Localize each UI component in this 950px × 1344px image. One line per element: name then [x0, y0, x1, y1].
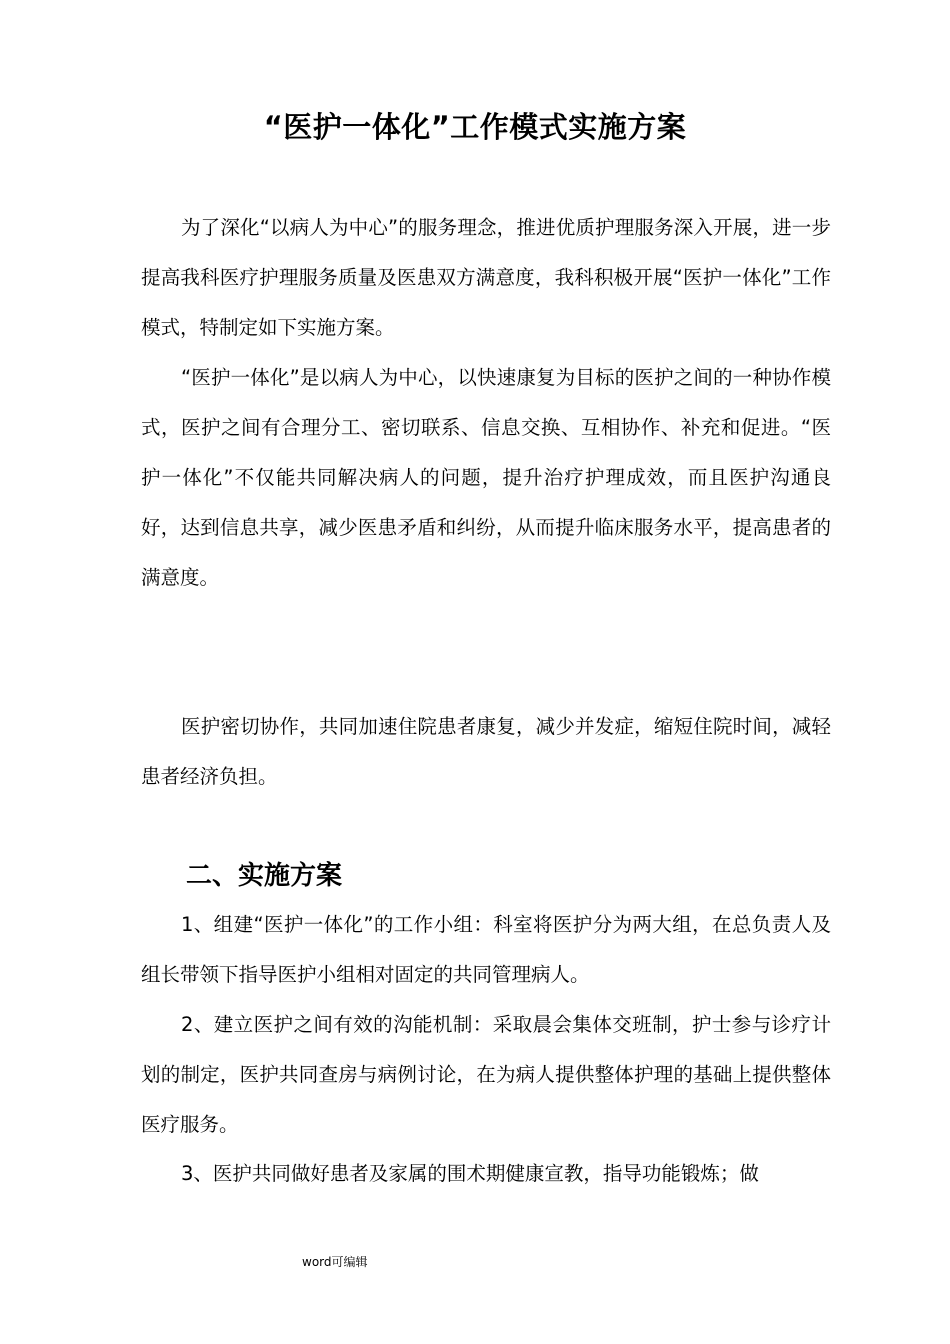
definition-paragraph: “医护一体化”是以病人为中心，以快速康复为目标的医护之间的一种协作模式，医护之间有合理分工、密切联系、信息交换、互相协作、补充和促进。“医护一体化”不仅能共同解决病人的问题，提升治疗护理成效，而且医护沟通良好，达到信息共享，减少医患矛盾和纠纷，从而提升临床服务水平，提高患者的满意度。	[141, 366, 831, 589]
section-heading: 二、实施方案	[186, 861, 343, 891]
intro-paragraph: 为了深化“以病人为中心”的服务理念，推进优质护理服务深入开展，进一步提高我科医疗护理服务质量及医患双方满意度，我科积极开展“医护一体化”工作模式，特制定如下实施方案。	[141, 216, 831, 339]
list-item: 2、建立医护之间有效的沟能机制：采取晨会集体交班制，护士参与诊疗计划的制定，医护共同查房与病例讨论，在为病人提供整体护理的基础上提供整体医疗服务。	[141, 1013, 831, 1136]
goal-paragraph: 医护密切协作，共同加速住院患者康复，减少并发症，缩短住院时间，减轻患者经济负担。	[141, 715, 831, 788]
list-item: 3、医护共同做好患者及家属的围术期健康宣教，指导功能锻炼；做	[181, 1162, 759, 1185]
footer-note: word可编辑	[302, 1255, 368, 1269]
list-item: 1、组建“医护一体化”的工作小组：科室将医护分为两大组，在总负责人及组长带领下指导医护小组相对固定的共同管理病人。	[141, 913, 831, 986]
page-title: “医护一体化”工作模式实施方案	[263, 110, 687, 144]
